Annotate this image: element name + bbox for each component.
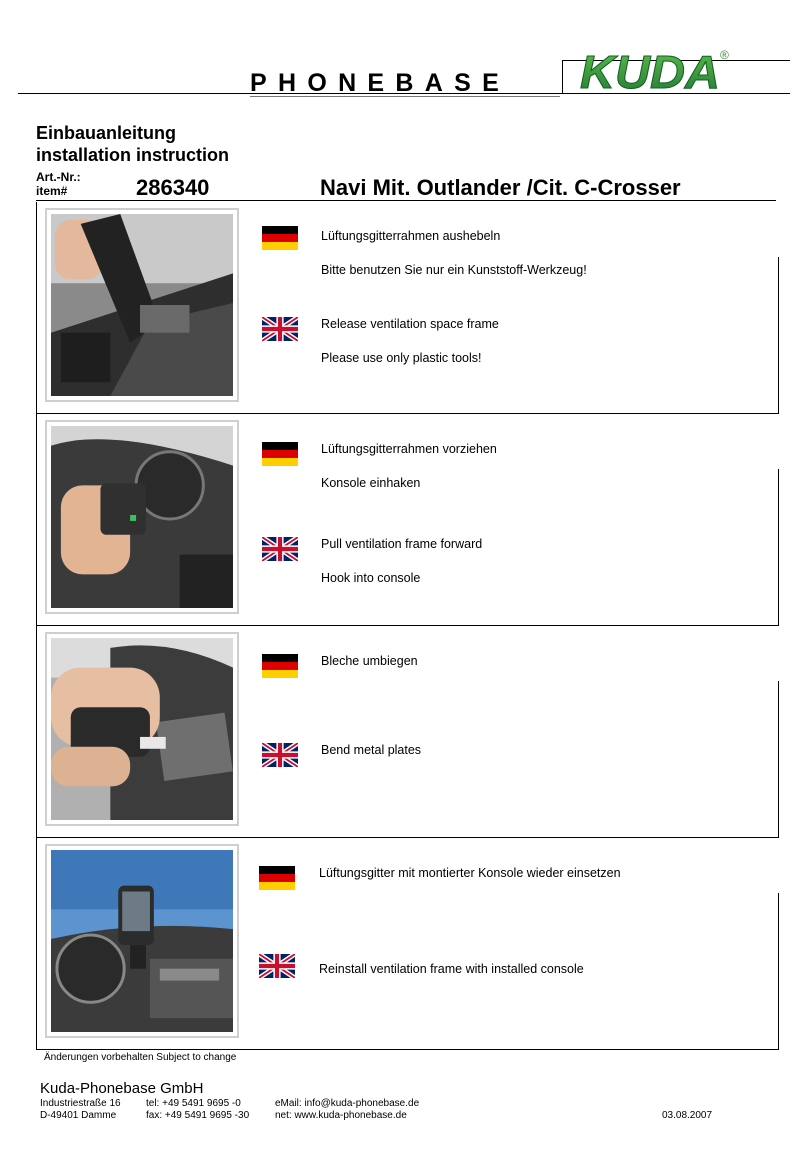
step-row [36, 626, 779, 838]
step-text-en-1: Reinstall ventilation frame with installed console [319, 962, 584, 976]
step-row [36, 414, 779, 626]
step-photo [45, 844, 239, 1038]
company-name: Kuda-Phonebase GmbH [40, 1080, 204, 1097]
steps-table [36, 202, 779, 1050]
change-notice: Änderungen vorbehalten Subject to change [44, 1052, 237, 1063]
german-flag-icon [259, 866, 295, 890]
logo-text: KUDA [580, 46, 720, 94]
header-rule-left [562, 60, 563, 94]
step-text-en-1: Bend metal plates [321, 743, 422, 757]
step-text-en-1: Pull ventilation frame forward [321, 537, 483, 551]
title-de: Einbauanleitung [36, 123, 177, 143]
brand-name: PHONEBASE [250, 69, 511, 97]
article-label-de: Art.-Nr.: [36, 170, 81, 184]
phone-number: tel: +49 5491 9695 -0 [146, 1098, 241, 1109]
step-text-de-1: Lüftungsgitterrahmen vorziehen [321, 442, 497, 456]
step-text-de-2: Konsole einhaken [321, 476, 421, 490]
logo-registered-mark: ® [720, 48, 729, 62]
step-photo [45, 420, 239, 614]
article-label-en: item# [36, 184, 68, 198]
document-title [36, 122, 229, 166]
step-text-de-2: Bitte benutzen Sie nur ein Kunststoff-Werkzeug! [321, 263, 587, 277]
fax-number: fax: +49 5491 9695 -30 [146, 1110, 250, 1121]
german-flag-icon [262, 226, 298, 250]
website-address[interactable]: net: www.kuda-phonebase.de [275, 1110, 407, 1121]
step-photo [45, 208, 239, 402]
uk-flag-icon [262, 537, 298, 561]
step-row [36, 202, 779, 414]
uk-flag-icon [262, 317, 298, 341]
address-street: Industriestraße 16 [40, 1098, 121, 1109]
uk-flag-icon [259, 954, 295, 978]
german-flag-icon [262, 654, 298, 678]
uk-flag-icon [262, 743, 298, 767]
address-city: D-49401 Damme [40, 1110, 117, 1121]
step-text-en-1: Release ventilation space frame [321, 317, 499, 331]
step-text-de-1: Lüftungsgitterrahmen aushebeln [321, 229, 501, 243]
article-number: 286340 [136, 175, 210, 200]
german-flag-icon [262, 442, 298, 466]
article-label [36, 170, 81, 198]
step-photo [45, 632, 239, 826]
step-text-de-1: Bleche umbiegen [321, 654, 418, 668]
document-date: 03.08.2007 [662, 1110, 713, 1121]
step-text-en-2: Please use only plastic tools! [321, 351, 482, 365]
title-rule [36, 200, 776, 201]
step-row [36, 838, 779, 1050]
step-text-de-1: Lüftungsgitter mit montierter Konsole wieder einsetzen [319, 866, 621, 880]
title-en: installation instruction [36, 145, 230, 165]
kuda-logo [576, 46, 736, 94]
vehicle-model: Navi Mit. Outlander /Cit. C-Crosser [320, 175, 681, 200]
email-address[interactable]: eMail: info@kuda-phonebase.de [275, 1098, 420, 1109]
step-text-en-2: Hook into console [321, 571, 421, 585]
